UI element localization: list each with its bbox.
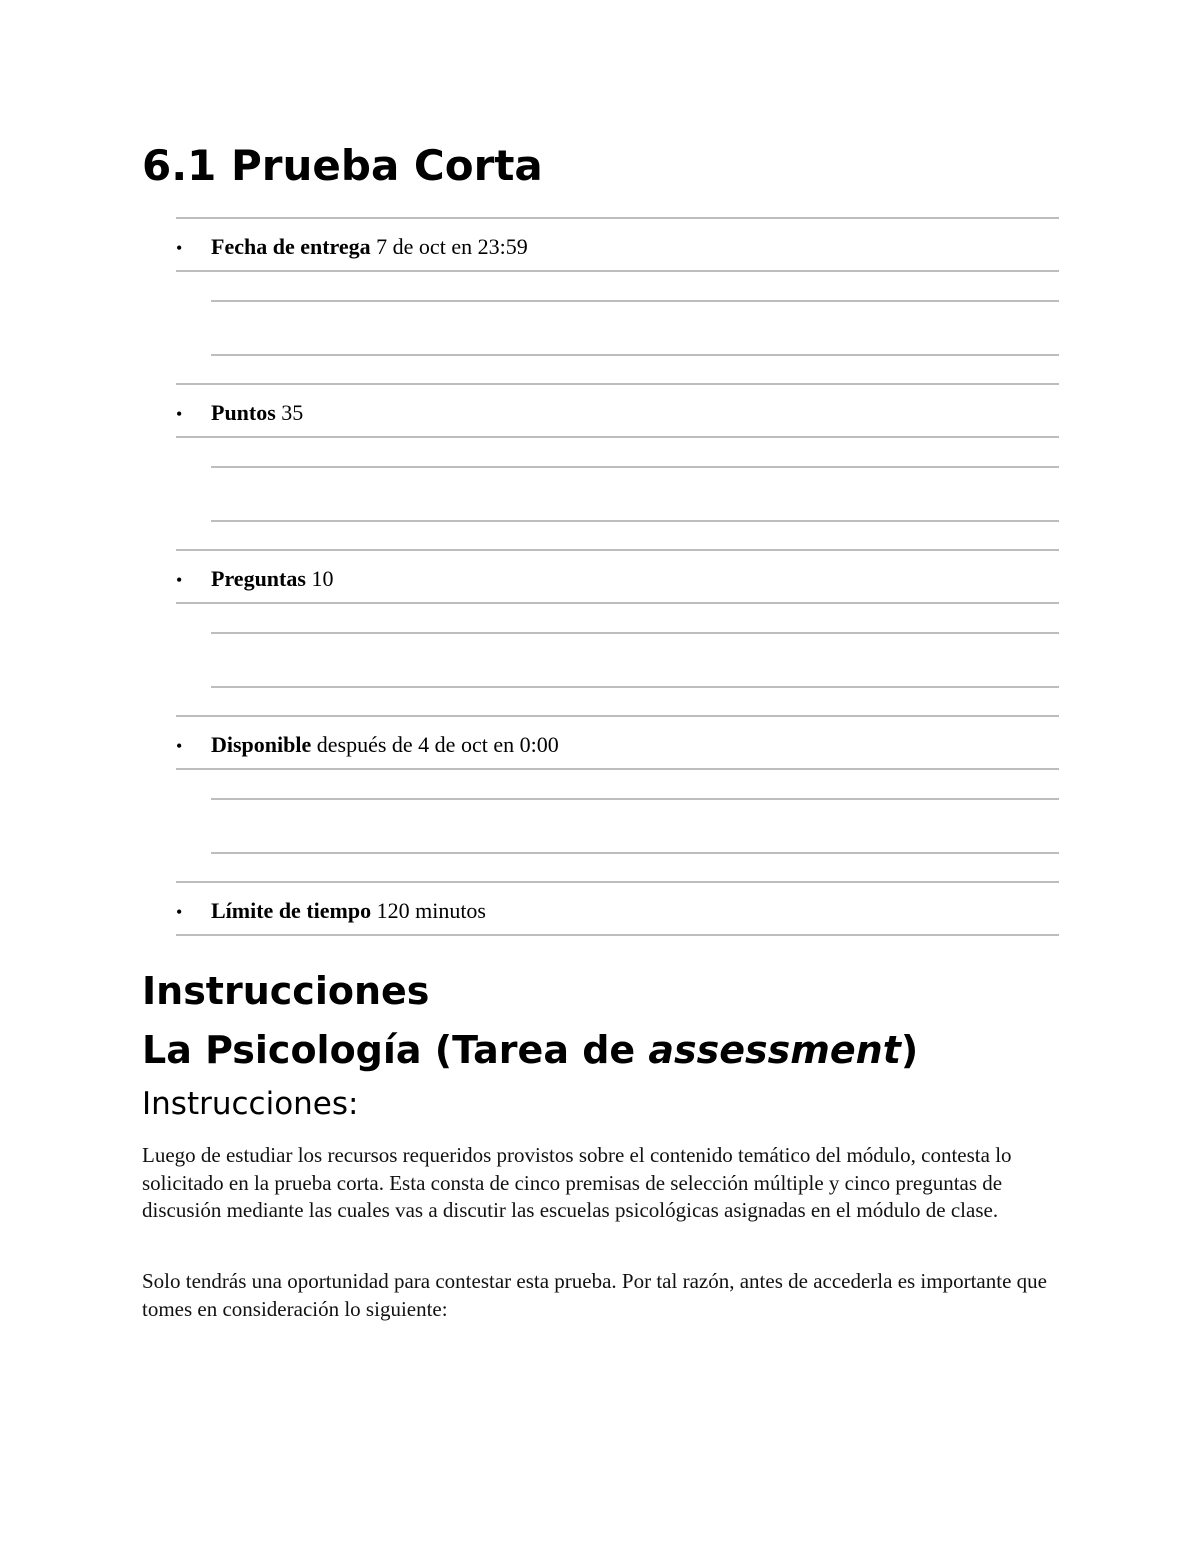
- detail-value: 10: [311, 566, 334, 591]
- bullet-icon: •: [176, 570, 183, 590]
- divider: [211, 852, 1059, 854]
- detail-due-date: [176, 217, 1059, 383]
- divider: [176, 270, 1059, 272]
- quiz-details-list: [176, 217, 1059, 937]
- divider: [176, 602, 1059, 604]
- divider: [176, 383, 1059, 385]
- assignment-title-prefix: La Psicología (Tarea de: [142, 1028, 649, 1072]
- page-title: 6.1 Prueba Corta: [142, 141, 543, 190]
- detail-row: [176, 729, 559, 761]
- detail-value: 120 minutos: [376, 898, 486, 923]
- detail-label: Disponible: [211, 732, 312, 757]
- divider: [211, 466, 1059, 468]
- divider: [211, 632, 1059, 634]
- instructions-paragraph: Luego de estudiar los recursos requeridos provistos sobre el contenido temático del módulo, contesta lo solicitado en la prueba corta. Esta consta de cinco premisas de selección múltiple y cinco preguntas de discusión mediante las cuales vas a discutir las escuelas psicológicas asignadas en el módulo de clase.: [142, 1143, 1012, 1222]
- detail-row: [176, 397, 303, 429]
- detail-questions: [176, 549, 1059, 715]
- detail-row: [176, 895, 486, 927]
- detail-value: después de 4 de oct en 0:00: [316, 732, 559, 757]
- section-heading: Instrucciones: [142, 969, 430, 1013]
- divider: [176, 881, 1059, 883]
- bullet-icon: •: [176, 736, 183, 756]
- bullet-icon: •: [176, 404, 183, 424]
- detail-time-limit: [176, 881, 1059, 937]
- detail-row: [176, 563, 333, 595]
- assignment-title: [142, 1026, 918, 1074]
- divider: [211, 686, 1059, 688]
- divider: [176, 217, 1059, 219]
- detail-label: Límite de tiempo: [211, 898, 372, 923]
- divider: [211, 354, 1059, 356]
- divider: [211, 300, 1059, 302]
- instructions-subheading: Instrucciones:: [142, 1086, 359, 1122]
- detail-row: [176, 231, 528, 263]
- assignment-title-italic: assessment: [648, 1028, 901, 1072]
- divider: [176, 549, 1059, 551]
- instructions-paragraph: Solo tendrás una oportunidad para contestar esta prueba. Por tal razón, antes de accederla es importante que tomes en consideración lo siguiente:: [142, 1269, 1047, 1321]
- detail-label: Puntos: [211, 400, 276, 425]
- detail-value: 7 de oct en 23:59: [376, 234, 528, 259]
- detail-available: [176, 715, 1059, 881]
- divider: [211, 798, 1059, 800]
- detail-label: Fecha de entrega: [211, 234, 371, 259]
- divider: [211, 520, 1059, 522]
- divider: [176, 715, 1059, 717]
- assignment-title-suffix: ): [900, 1028, 919, 1072]
- bullet-icon: •: [176, 902, 183, 922]
- divider: [176, 768, 1059, 770]
- divider: [176, 436, 1059, 438]
- divider: [176, 934, 1059, 936]
- detail-label: Preguntas: [211, 566, 306, 591]
- detail-value: 35: [281, 400, 304, 425]
- bullet-icon: •: [176, 238, 183, 258]
- detail-points: [176, 383, 1059, 549]
